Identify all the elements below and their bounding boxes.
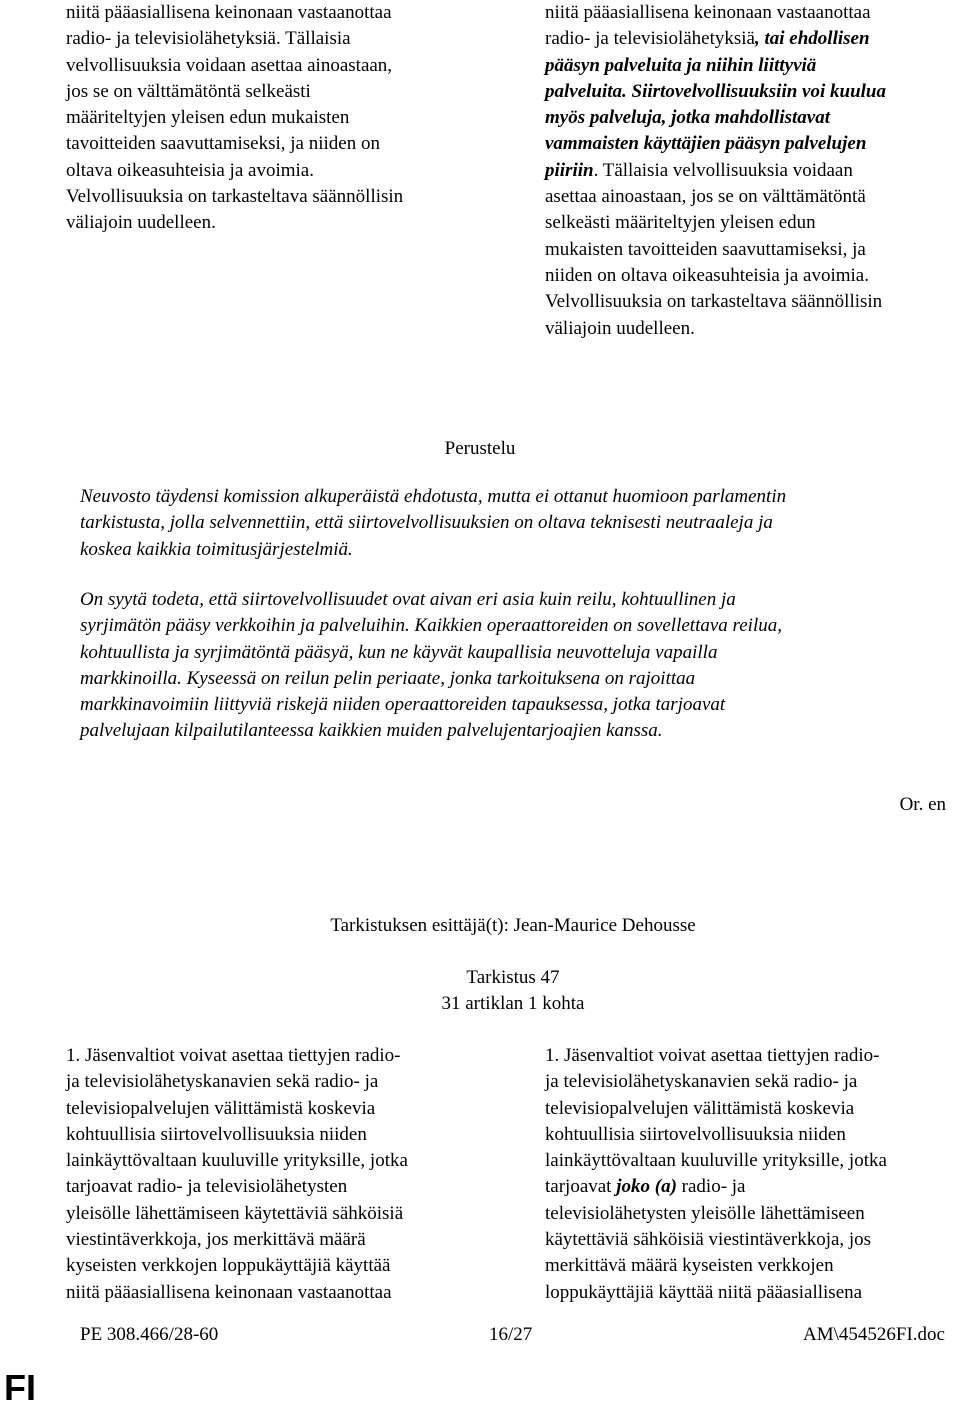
text-line: väliajoin uudelleen. — [66, 212, 216, 234]
amendment-header — [0, 965, 960, 1017]
text-line: lainkäyttövaltaan kuuluville yrityksille, jotka — [545, 1150, 887, 1172]
amended-text-line: myös palveluja, jotka mahdollistavat — [545, 107, 830, 129]
text-line: kohtuullista ja syrjimätöntä pääsyä, kun ne käyvät kaupallisia neuvotteluja vapailla — [80, 641, 718, 663]
text-line: väliajoin uudelleen. — [545, 317, 695, 339]
text-line: syrjimätön pääsy verkkoihin ja palveluihin. Kaikkien operaattoreiden on sovellettava reilua, — [80, 615, 782, 637]
footer-page-number: 16/27 — [489, 1324, 533, 1345]
text-line: kohtuullisia siirtovelvollisuuksia niiden — [545, 1123, 846, 1145]
justification-paragraph-1 — [80, 484, 880, 563]
amended-text: , tai ehdollisen — [754, 28, 870, 50]
text-line: niitä pääasiallisena keinonaan vastaanottaa — [66, 1281, 392, 1303]
text-line: markkinavoimiin liittyviä riskejä niiden operaattoreiden tapauksessa, jotka tarjoavat — [80, 694, 726, 716]
plain-text: . Tällaisia velvollisuuksia voidaan — [593, 159, 853, 181]
text-line — [545, 158, 959, 184]
amendment-author: Tarkistuksen esittäjä(t): Jean-Maurice Dehousse — [330, 915, 696, 936]
text-line: merkittävä määrä kyseisten verkkojen — [545, 1255, 834, 1277]
text-line: televisiolähetysten yleisölle lähettämiseen — [545, 1202, 865, 1224]
text-line: mukaisten tavoitteiden saavuttamiseksi, ja — [545, 238, 866, 260]
amended-text: joko (a) — [616, 1176, 677, 1198]
text-line: ja televisiolähetyskanavien sekä radio- ja — [66, 1071, 379, 1093]
amended-text-line: pääsyn palveluita ja niihin liittyviä — [545, 54, 817, 76]
bottom-right-column — [545, 1043, 959, 1306]
footer-file-name: AM\454526FI.doc — [803, 1324, 945, 1345]
amended-text-line: vammaisten käyttäjien pääsyn palvelujen — [545, 133, 867, 155]
text-line: yleisölle lähettämiseen käytettäviä sähköisiä — [66, 1202, 404, 1224]
text-line — [545, 26, 959, 52]
text-line: 1. Jäsenvaltiot voivat asettaa tiettyjen radio- — [545, 1045, 880, 1066]
text-line: kyseisten verkkojen loppukäyttäjiä käyttää — [66, 1255, 391, 1277]
text-line: käytettäviä sähköisiä viestintäverkkoja, jos — [545, 1229, 872, 1251]
amended-text: piiriin — [545, 159, 594, 181]
text-line: jos se on välttämätöntä selkeästi — [66, 80, 311, 102]
text-line: Velvollisuuksia on tarkasteltava säännöllisin — [66, 186, 404, 208]
amendment-article: 31 artiklan 1 kohta — [441, 993, 585, 1014]
amended-text-line: palveluita. Siirtovelvollisuuksiin voi kuulua — [545, 80, 886, 102]
plain-text: tarjoavat — [545, 1176, 617, 1198]
text-line: 1. Jäsenvaltiot voivat asettaa tiettyjen radio- — [66, 1045, 401, 1066]
top-left-column — [66, 0, 486, 237]
text-line: viestintäverkkoja, jos merkittävä määrä — [66, 1229, 366, 1251]
text-line: On syytä todeta, että siirtovelvollisuudet ovat aivan eri asia kuin reilu, kohtuullinen ja — [80, 589, 736, 610]
text-line: radio- ja televisiolähetyksiä. Tällaisia — [66, 28, 351, 50]
text-line: televisiopalvelujen välittämistä koskevia — [545, 1097, 855, 1119]
plain-text: radio- ja — [676, 1176, 746, 1198]
footer-doc-ref: PE 308.466/28-60 — [80, 1324, 219, 1345]
bottom-left-column — [66, 1043, 486, 1306]
text-line — [545, 1174, 959, 1200]
text-line: niiden on oltava oikeasuhteisia ja avoimia. — [545, 264, 869, 286]
text-line: kohtuullisia siirtovelvollisuuksia niiden — [66, 1123, 367, 1145]
text-line: ja televisiolähetyskanavien sekä radio- ja — [545, 1071, 858, 1093]
text-line: velvollisuuksia voidaan asettaa ainoastaan, — [66, 54, 393, 76]
top-right-column — [545, 0, 959, 342]
text-line: niitä pääasiallisena keinonaan vastaanottaa — [545, 2, 871, 23]
text-line: tavoitteiden saavuttamiseksi, ja niiden on — [66, 133, 380, 155]
plain-text: radio- ja televisiolähetyksiä — [545, 28, 755, 50]
text-line: oltava oikeasuhteisia ja avoimia. — [66, 159, 314, 181]
text-line: Velvollisuuksia on tarkasteltava säännöllisin — [545, 291, 883, 313]
text-line: palvelujaan kilpailutilanteessa kaikkien muiden palvelujentarjoajien kanssa. — [80, 720, 663, 742]
text-line: lainkäyttövaltaan kuuluville yrityksille, jotka — [66, 1150, 408, 1172]
original-language: Or. en — [899, 794, 946, 815]
text-line: televisiopalvelujen välittämistä koskevia — [66, 1097, 376, 1119]
text-line: niitä pääasiallisena keinonaan vastaanottaa — [66, 2, 392, 23]
text-line: määriteltyjen yleisen edun mukaisten — [66, 107, 350, 129]
text-line: Neuvosto täydensi komission alkuperäistä ehdotusta, mutta ei ottanut huomioon parlamentin — [80, 486, 787, 507]
text-line: tarkistusta, jolla selvennettiin, että siirtovelvollisuuksien on oltava teknisesti neutraaleja ja — [80, 512, 773, 534]
text-line: loppukäyttäjiä käyttää niitä pääasiallisena — [545, 1281, 863, 1303]
text-line: markkinoilla. Kyseessä on reilun pelin periaate, jonka tarkoituksena on rajoittaa — [80, 667, 696, 689]
text-line: tarjoavat radio- ja televisiolähetysten — [66, 1176, 348, 1198]
text-line: selkeästi määriteltyjen yleisen edun — [545, 212, 816, 234]
amendment-number: Tarkistus 47 — [466, 967, 560, 988]
text-line: koskea kaikkia toimitusjärjestelmiä. — [80, 538, 353, 560]
text-line: asettaa ainoastaan, jos se on välttämätöntä — [545, 186, 866, 208]
justification-paragraph-2 — [80, 587, 880, 745]
language-code: FI — [4, 1367, 36, 1408]
justification-heading: Perustelu — [444, 438, 516, 459]
